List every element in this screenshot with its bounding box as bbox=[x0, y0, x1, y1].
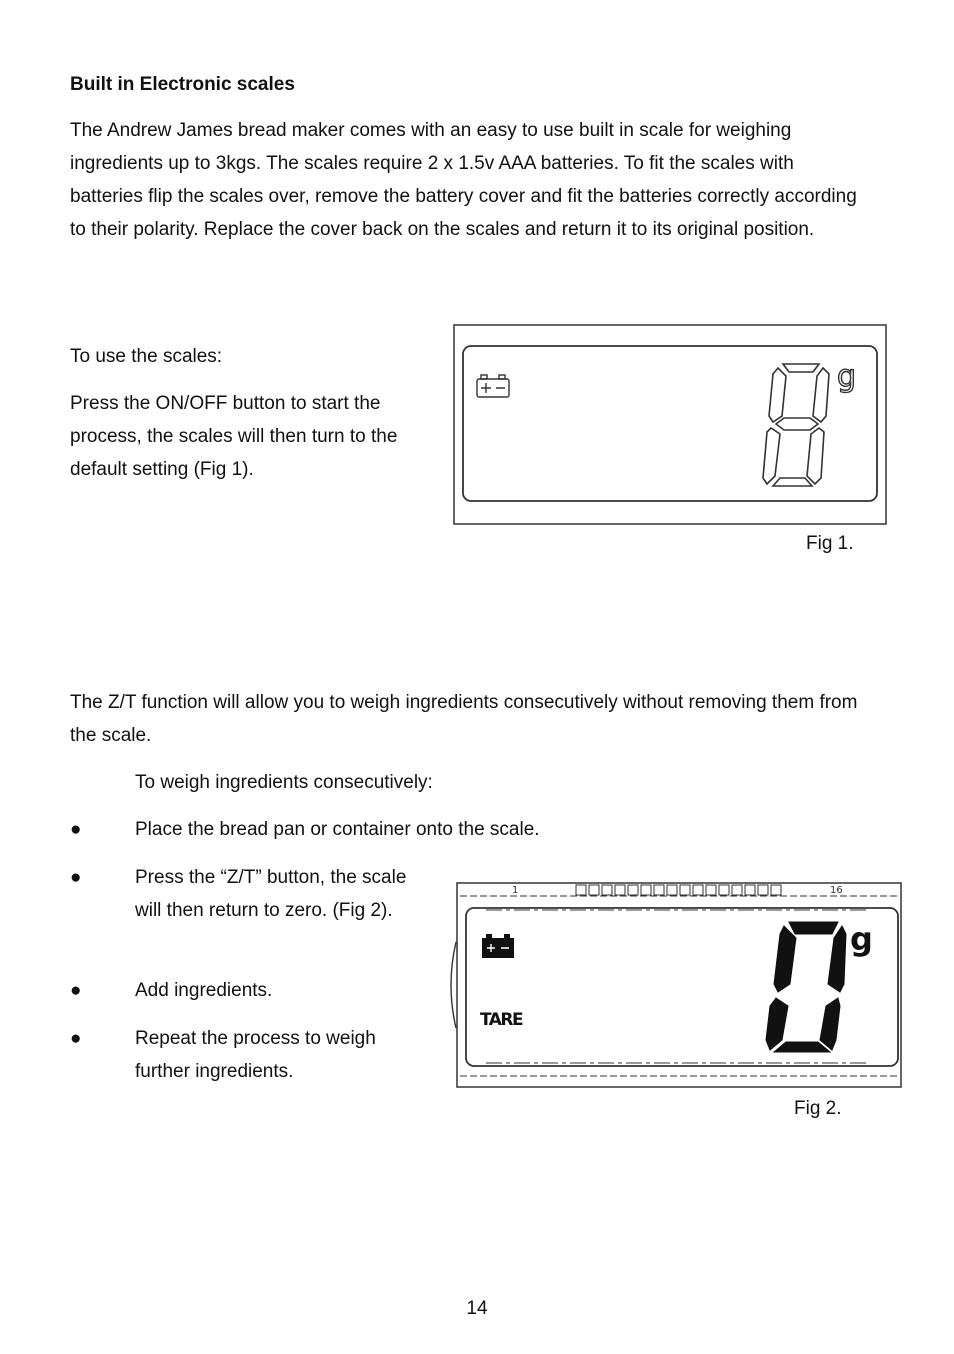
level-segment bbox=[654, 885, 664, 895]
fig1-unit: g bbox=[837, 359, 857, 394]
use-scales-title: To use the scales: bbox=[70, 346, 223, 367]
page-number: 14 bbox=[466, 1298, 488, 1319]
level-segment bbox=[732, 885, 742, 895]
bullet-dot: ● bbox=[70, 867, 82, 888]
fig2-scale-start: 1 bbox=[512, 885, 519, 896]
level-segment bbox=[576, 885, 586, 895]
level-segment bbox=[628, 885, 638, 895]
level-segment bbox=[693, 885, 703, 895]
step-text: Place the bread pan or container onto the scale. bbox=[135, 819, 540, 840]
tare-label: TARE bbox=[480, 1010, 523, 1030]
level-segment bbox=[745, 885, 755, 895]
level-segment bbox=[706, 885, 716, 895]
fig2-lcd-display bbox=[446, 880, 904, 1090]
level-segment bbox=[615, 885, 625, 895]
bullet-dot: ● bbox=[70, 980, 82, 1001]
fig1-caption: Fig 1. bbox=[806, 533, 854, 554]
step-text: Repeat the process to weigh further ingredients. bbox=[135, 1028, 376, 1082]
steps-title: To weigh ingredients consecutively: bbox=[135, 772, 433, 793]
use-scales-paragraph: Press the ON/OFF button to start the process, the scales will then turn to the default setting (Fig 1). bbox=[70, 393, 398, 480]
step-text: Press the “Z/T” button, the scale will then return to zero. (Fig 2). bbox=[135, 867, 407, 921]
bullet-dot: ● bbox=[70, 1028, 82, 1049]
section-heading: Built in Electronic scales bbox=[70, 74, 295, 95]
level-segment bbox=[589, 885, 599, 895]
level-segment bbox=[641, 885, 651, 895]
level-segment bbox=[771, 885, 781, 895]
level-segment bbox=[602, 885, 612, 895]
intro-paragraph: The Andrew James bread maker comes with an easy to use built in scale for weighing ingredients up to 3kgs. The scales require 2 x 1.5v AAA batteries. To fit the scales with batteries flip the scales over, remove the battery cover and fit the batteries correctly according to their polarity. Replace the cover back on the scales and return it to its original position. bbox=[70, 120, 857, 240]
step-text: Add ingredients. bbox=[135, 980, 273, 1001]
fig2-caption: Fig 2. bbox=[794, 1098, 842, 1119]
fig2-unit: g bbox=[850, 920, 873, 958]
fig2-scale-end: 16 bbox=[830, 885, 843, 896]
level-segment bbox=[667, 885, 677, 895]
level-segment bbox=[680, 885, 690, 895]
level-segment bbox=[758, 885, 768, 895]
bullet-dot: ● bbox=[70, 819, 82, 840]
zt-paragraph: The Z/T function will allow you to weigh ingredients consecutively without removing them from the scale. bbox=[70, 692, 858, 746]
fig1-lcd-display bbox=[453, 324, 887, 525]
level-segment bbox=[719, 885, 729, 895]
